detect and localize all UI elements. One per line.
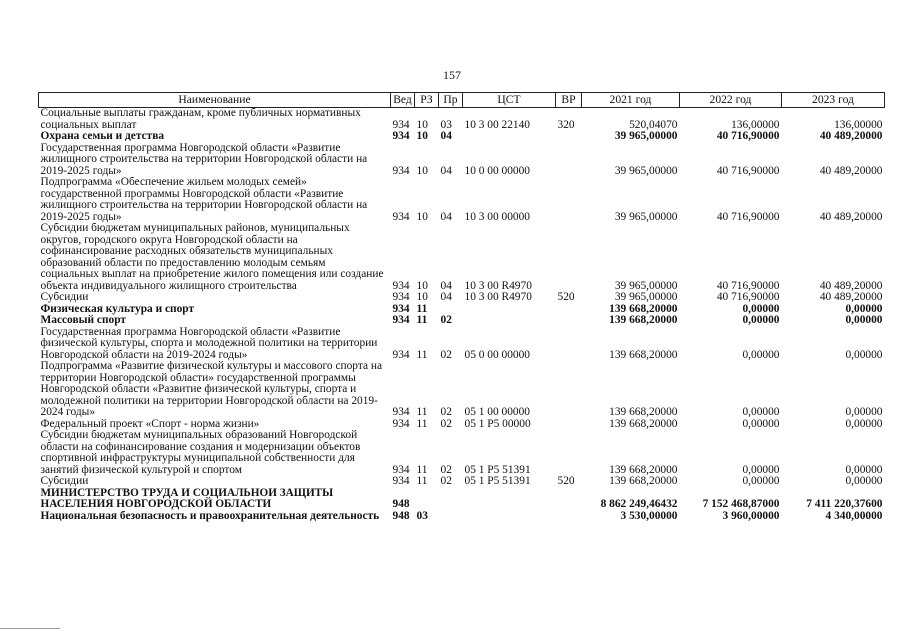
row-2022: 136,00000 [731,118,780,131]
row-pr [439,488,463,511]
row-vr [556,304,582,316]
row-2022: 40 716,90000 [716,279,780,292]
row-2023: 40 489,20000 [819,210,883,223]
row-pr: 04 [440,279,452,292]
row-rz: 11 [416,476,428,487]
row-pr: 04 [440,131,452,142]
row-ved: 934 [392,418,410,430]
row-2023: 40 489,20000 [819,164,883,177]
row-name: Подпрограмма «Развитие физической культуры и массового спорта на территории Новгородской области» государственной программы Новгородской области «Развитие физической культуры, спорта и молодежной политики на территории Новгородской области на 2019-2024 годы» [40,361,383,418]
row-2023: 7 411 220,37600 [806,498,883,510]
row-ved: 948 [392,510,410,522]
row-vr [556,419,582,431]
row-2021: 139 668,20000 [609,315,678,326]
table-body [39,108,885,523]
row-pr: 02 [440,463,452,476]
row-2023: 40 489,20000 [819,131,883,142]
table-row [39,223,885,292]
row-2023: 40 489,20000 [819,292,883,303]
table-row [39,304,885,316]
row-2021: 139 668,20000 [609,406,678,418]
header-ved: Вед [391,93,415,108]
row-name: Охрана семьи и детства [40,131,165,142]
row-rz: 10 [416,279,428,292]
row-2021: 139 668,20000 [609,476,678,487]
row-pr: 04 [440,210,452,223]
row-name: Физическая культура и спорт [40,303,195,315]
table-row [39,143,885,178]
row-2022: 0,00000 [742,406,780,418]
header-pr: Пр [439,93,463,108]
budget-table [38,92,885,522]
row-2022: 0,00000 [742,418,780,430]
row-vr [556,511,582,523]
row-2021: 39 965,00000 [614,292,678,303]
row-pr: 04 [440,292,452,303]
table-row [39,488,885,511]
row-vr: 320 [557,118,575,131]
row-rz: 10 [416,118,428,131]
row-rz: 11 [416,406,428,418]
row-2022: 3 960,00000 [722,510,780,522]
row-2023: 0,00000 [845,463,883,476]
row-2023: 0,00000 [845,476,883,487]
row-2021: 39 965,00000 [614,164,678,177]
row-2023: 136,00000 [834,118,883,131]
row-cst: 05 0 00 00000 [464,348,530,361]
row-vr [556,223,582,292]
row-cst [463,488,556,511]
header-cst: ЦСТ [463,93,556,108]
header-name: Наименование [39,93,391,108]
table-header-row [39,93,885,108]
row-2021: 139 668,20000 [609,418,678,430]
table-row [39,419,885,431]
row-rz: 11 [416,348,428,361]
row-ved: 934 [392,292,410,303]
row-cst: 10 3 00 R4970 [464,279,532,292]
row-ved: 934 [392,279,410,292]
header-2022: 2022 год [680,93,782,108]
row-rz: 10 [416,210,428,223]
row-2023: 0,00000 [845,406,883,418]
row-ved: 934 [392,348,410,361]
row-rz: 10 [416,131,428,142]
row-cst: 10 3 00 R4970 [464,292,532,303]
row-cst: 10 3 00 22140 [464,118,530,131]
row-cst: 05 1 P5 51391 [464,463,531,476]
row-ved: 934 [392,210,410,223]
row-pr: 02 [440,418,452,430]
row-name: Государственная программа Новгородской области «Развитие физической культуры, спорта и молодежной политики на территории Новгородской области на 2019-2024 годы» [40,326,378,361]
row-ved: 934 [392,463,410,476]
row-name: Массовый спорт [40,315,127,326]
row-pr: 02 [440,315,452,326]
table-row [39,476,885,488]
row-cst: 10 0 00 00000 [464,164,530,177]
row-rz: 11 [416,303,428,315]
row-name: Федеральный проект «Спорт - норма жизни» [40,418,260,430]
row-cst: 10 3 00 00000 [464,210,530,223]
row-vr [556,488,582,511]
row-2022: 7 152 468,87000 [702,498,780,510]
row-2022: 0,00000 [742,463,780,476]
row-2022: 0,00000 [742,348,780,361]
row-2022: 0,00000 [742,303,780,315]
row-ved: 948 [392,498,410,510]
row-2021: 3 530,00000 [620,510,678,522]
header-rz: РЗ [415,93,439,108]
table-row [39,131,885,143]
row-ved: 934 [392,315,410,326]
table-row [39,327,885,362]
row-cst [463,315,556,327]
row-2023: 0,00000 [845,303,883,315]
header-2021: 2021 год [582,93,680,108]
row-rz [415,488,439,511]
row-pr [439,511,463,523]
table-row [39,108,885,132]
row-vr [556,131,582,143]
row-vr [556,327,582,362]
row-name: МИНИСТЕРСТВО ТРУДА И СОЦИАЛЬНОЙ ЗАЩИТЫ НАСЕЛЕНИЯ НОВГОРОДСКОЙ ОБЛАСТИ [40,487,334,510]
row-pr: 04 [440,164,452,177]
row-cst [463,511,556,523]
row-2022: 0,00000 [742,315,780,326]
table-row [39,511,885,523]
row-vr [556,315,582,327]
row-ved: 934 [392,118,410,131]
row-2023: 40 489,20000 [819,279,883,292]
row-2023: 0,00000 [845,315,883,326]
row-name: Субсидии бюджетам муниципальных образований Новгородской области на софинансирование создания и модернизации объектов спортивной инфраструктуры муниципальной собственности для занятий физической культурой и спортом [40,430,361,476]
row-2022: 40 716,90000 [716,164,780,177]
row-2022: 40 716,90000 [716,292,780,303]
row-name: Субсидии [40,292,89,303]
row-cst: 05 1 00 00000 [464,406,530,418]
row-vr [556,143,582,178]
row-pr: 02 [440,476,452,487]
row-2021: 520,04070 [629,118,678,131]
row-ved: 934 [392,164,410,177]
row-vr: 520 [557,292,575,303]
row-ved: 934 [392,303,410,315]
row-vr [556,430,582,476]
row-2021: 39 965,00000 [614,279,678,292]
row-2022: 40 716,90000 [716,131,780,142]
row-pr: 02 [440,348,452,361]
row-name: Государственная программа Новгородской области «Развитие жилищного строительства на территории Новгородской области на 2019-2025 годы» [40,142,368,177]
row-rz: 10 [416,292,428,303]
row-vr [556,361,582,419]
row-vr: 520 [557,476,575,487]
row-2022: 0,00000 [742,476,780,487]
row-2021: 39 965,00000 [614,131,678,142]
row-2023: 0,00000 [845,348,883,361]
bottom-rule [0,628,60,629]
row-cst: 05 1 P5 00000 [464,418,531,430]
row-2022: 40 716,90000 [716,210,780,223]
row-cst [463,131,556,143]
row-2021: 139 668,20000 [609,463,678,476]
row-name: Подпрограмма «Обеспечение жильем молодых семей» государственной программы Новгородской области «Развитие жилищного строительства на территории Новгородской области на 2019-2025 годы» [40,177,368,223]
row-name: Субсидии бюджетам муниципальных районов, муниципальных округов, городского округа Новгородской области на софинансирование расходных обязательств муниципальных образований области по предоставлению молодым семьям социальных выплат на приобретение жилого помещения или создание объекта индивидуального жилищного строительства [40,223,384,292]
table-row [39,430,885,476]
row-pr [439,304,463,316]
row-2021: 8 862 249,46432 [600,498,678,510]
row-ved: 934 [392,406,410,418]
row-rz: 11 [416,418,428,430]
row-2021: 139 668,20000 [609,348,678,361]
row-rz: 03 [416,510,428,522]
header-2023: 2023 год [782,93,885,108]
row-pr: 02 [440,406,452,418]
row-cst: 05 1 P5 51391 [464,476,531,487]
row-ved: 934 [392,476,410,487]
table-row [39,361,885,419]
row-rz: 11 [416,315,428,326]
row-2021: 139 668,20000 [609,303,678,315]
row-name: Национальная безопасность и правоохранительная деятельность [40,510,380,522]
row-2021: 39 965,00000 [614,210,678,223]
header-vr: ВР [556,93,582,108]
row-vr [556,177,582,223]
table-row [39,177,885,223]
row-ved: 934 [392,131,410,142]
row-name: Социальные выплаты гражданам, кроме публичных нормативных социальных выплат [40,107,361,131]
row-cst [463,304,556,316]
row-rz: 11 [416,463,428,476]
row-2023: 4 340,00000 [825,510,883,522]
row-pr: 03 [440,118,452,131]
page-number: 157 [443,68,461,82]
table-row [39,315,885,327]
row-2023: 0,00000 [845,418,883,430]
row-name: Субсидии [40,476,89,487]
row-rz: 10 [416,164,428,177]
table-row [39,292,885,304]
